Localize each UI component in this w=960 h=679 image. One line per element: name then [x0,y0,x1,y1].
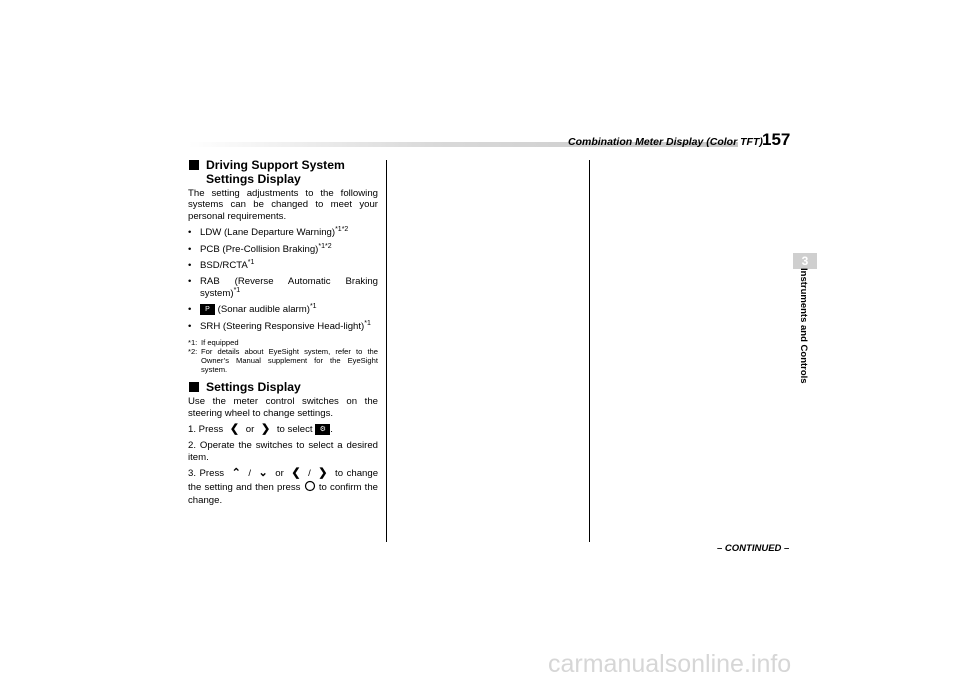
section2-heading-text: Settings Display [206,380,301,395]
column-divider-left [386,160,387,542]
section2-intro: Use the meter control switches on the steering wheel to change settings. [188,396,378,419]
chevron-up-icon: ⌃ [231,467,241,480]
footnotes: *1: If equipped *2: For details about EyeSight system, refer to the Owner’s Manual supplement for the EyeSight system. [188,338,378,375]
section1-heading [188,158,378,186]
square-bullet-icon [189,382,199,392]
chevron-down-icon: ⌄ [258,467,268,480]
section1-heading-text: Driving Support System Settings Display [206,158,345,186]
chevron-left-icon: ❮ [229,422,240,435]
chevron-right-icon: ❯ [318,467,328,480]
chevron-left-icon: ❮ [291,467,301,480]
watermark: carmanualsonline.info [548,650,792,678]
settings-gear-icon: ⚙ [315,424,330,435]
step-2: 2. Operate the switches to select a desired item. [188,440,378,463]
step-1: 1. Press ❮ or ❯ to select ⚙ . [188,422,333,435]
left-column [188,158,378,506]
step-3: 3. Press ⌃ / ⌄ or ❮ / ❯ to change the setting and then press to confirm the change. [188,467,379,506]
section1-intro: The setting adjustments to the following systems can be changed to meet your personal requirements. [188,188,378,222]
list-item: • PCB (Pre-Collision Braking)$^{*1*2}$ [188,242,332,255]
list-item: • RAB (Reverse Automatic Braking system)$^{*1}$ [188,276,378,299]
enter-button-icon [304,480,316,495]
sonar-alarm-icon: P [200,304,215,315]
square-bullet-icon [189,160,199,170]
page-number: 157 [762,130,791,149]
list-item: • P (Sonar audible alarm)$^{*1}$ [188,303,317,316]
chapter-label: Instruments and Controls [798,268,809,384]
list-item: • LDW (Lane Departure Warning)$^{*1*2}$ [188,226,349,239]
continued-note: – CONTINUED – [717,543,790,554]
column-divider-right [589,160,590,542]
chapter-tab[interactable]: 3 [793,253,817,269]
chevron-right-icon: ❯ [260,422,271,435]
list-item: • SRH (Steering Responsive Head-light)$^{*1}$ [188,319,371,332]
section2-heading [188,380,378,394]
list-item: • BSD/RCTA$^{*1}$ [188,258,255,272]
header-title: Combination Meter Display (Color TFT) [568,136,763,148]
